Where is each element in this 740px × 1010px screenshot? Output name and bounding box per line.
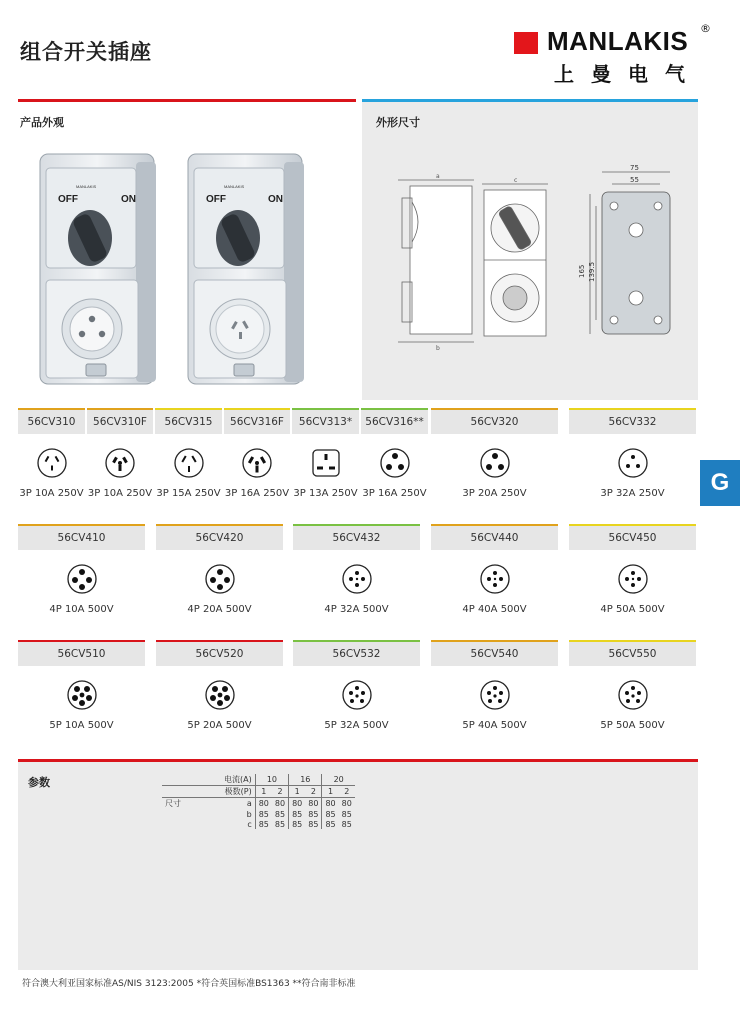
model-number: 56CV540 <box>431 640 558 666</box>
model-cell-56CV420 <box>156 524 283 628</box>
svg-text:c: c <box>514 177 518 184</box>
pole-value: 1 <box>289 786 306 798</box>
model-number: 56CV332 <box>569 408 696 434</box>
brand-name-en: MANLAKIS <box>547 26 689 56</box>
page-title: 组合开关插座 <box>20 40 152 64</box>
switch-socket-unit-left <box>40 154 156 384</box>
model-number: 56CV320 <box>431 408 558 434</box>
table-cell: 80 <box>255 798 272 810</box>
table-cell: 85 <box>322 809 339 819</box>
table-cell: 85 <box>274 819 286 829</box>
model-cell-56CV316** <box>361 408 428 512</box>
svg-text:MANLAKIS: MANLAKIS <box>224 184 245 189</box>
table-cell: 80 <box>289 798 306 810</box>
svg-text:b: b <box>436 345 440 352</box>
pole-value: 1 <box>255 786 272 798</box>
rating-spec: 3P 16A 250V <box>362 488 427 499</box>
svg-text:139.5: 139.5 <box>588 261 596 282</box>
current-label: 电流(A) <box>221 774 255 786</box>
svg-text:75: 75 <box>630 164 639 172</box>
rating-spec: 5P 32A 500V <box>324 720 389 731</box>
dimensions-label: 外形尺寸 <box>376 116 420 129</box>
rating-spec: 4P 40A 500V <box>462 604 527 615</box>
dim-label: b <box>246 809 252 819</box>
svg-text:165: 165 <box>578 264 586 278</box>
model-number: 56CV420 <box>156 524 283 550</box>
socket-pin-layout-icon <box>65 678 99 716</box>
model-cell-56CV320 <box>431 408 558 512</box>
model-cell-56CV315 <box>155 408 222 512</box>
rating-spec: 3P 20A 250V <box>462 488 527 499</box>
model-number: 56CV520 <box>156 640 283 666</box>
socket-pin-layout-icon <box>616 446 650 484</box>
model-number: 56CV550 <box>569 640 696 666</box>
rating-spec: 3P 16A 250V <box>224 488 290 499</box>
model-cell-56CV520 <box>156 640 283 744</box>
model-number: 56CV315 <box>155 408 222 434</box>
dimension-drawing-panel <box>362 102 698 400</box>
current-value: 10 <box>255 774 288 786</box>
svg-text:MANLAKIS: MANLAKIS <box>76 184 97 189</box>
table-row <box>162 786 355 798</box>
socket-pin-layout-icon <box>616 678 650 716</box>
svg-text:ON: ON <box>268 194 283 205</box>
svg-text:OFF: OFF <box>58 194 78 205</box>
model-cell-56CV550 <box>569 640 696 744</box>
model-cell-56CV310 <box>18 408 85 512</box>
table-row <box>162 819 355 829</box>
rating-spec: 5P 40A 500V <box>462 720 527 731</box>
table-cell: 85 <box>308 809 319 819</box>
model-number: 56CV410 <box>18 524 145 550</box>
model-number: 56CV450 <box>569 524 696 550</box>
model-cell-56CV450 <box>569 524 696 628</box>
parameters-panel <box>18 762 698 970</box>
section-tab-g[interactable]: G <box>700 460 740 506</box>
table-cell: 85 <box>274 809 286 819</box>
model-number: 56CV310 <box>18 408 85 434</box>
size-label: 尺寸 <box>165 799 181 808</box>
pole-value: 2 <box>272 786 289 798</box>
socket-pin-layout-icon <box>103 446 137 484</box>
socket-pin-layout-icon <box>340 678 374 716</box>
table-cell: 85 <box>255 809 272 819</box>
socket-pin-layout-icon <box>240 446 274 484</box>
poles-label: 极数(P) <box>221 786 255 798</box>
rating-spec: 4P 10A 500V <box>49 604 114 615</box>
model-cell-56CV332 <box>569 408 696 512</box>
socket-pin-layout-icon <box>65 562 99 600</box>
table-row <box>162 798 355 810</box>
brand-name-cn: 上曼电气 <box>554 62 702 86</box>
rating-spec: 4P 50A 500V <box>600 604 665 615</box>
socket-pin-layout-icon <box>340 562 374 600</box>
pole-value: 2 <box>305 786 322 798</box>
socket-pin-layout-icon <box>616 562 650 600</box>
model-number: 56CV310F <box>87 408 153 434</box>
table-cell: 80 <box>341 799 352 808</box>
socket-pin-layout-icon <box>203 678 237 716</box>
model-number: 56CV510 <box>18 640 145 666</box>
pole-value: 1 <box>322 786 339 798</box>
table-cell: 80 <box>274 799 286 808</box>
rating-spec: 5P 20A 500V <box>187 720 252 731</box>
dim-label: a <box>246 799 252 808</box>
rating-spec: 5P 10A 500V <box>49 720 114 731</box>
table-cell: 85 <box>289 809 306 819</box>
logo-red-square <box>514 32 538 54</box>
rating-spec: 3P 32A 250V <box>600 488 665 499</box>
product-photo <box>18 102 356 400</box>
model-cell-56CV540 <box>431 640 558 744</box>
table-cell: 85 <box>341 809 352 819</box>
current-value: 16 <box>289 774 322 786</box>
product-photo-panel <box>18 102 356 400</box>
socket-pin-layout-icon <box>309 446 343 484</box>
rating-spec: 3P 10A 250V <box>19 488 84 499</box>
table-cell: 85 <box>289 819 306 829</box>
brand-logo <box>514 22 714 84</box>
model-cell-56CV440 <box>431 524 558 628</box>
svg-text:a: a <box>436 173 440 180</box>
model-number: 56CV440 <box>431 524 558 550</box>
socket-pin-layout-icon <box>35 446 69 484</box>
table-cell: 85 <box>308 819 319 829</box>
model-cell-56CV316F <box>224 408 290 512</box>
model-cell-56CV432 <box>293 524 420 628</box>
socket-pin-layout-icon <box>478 446 512 484</box>
rating-spec: 3P 13A 250V <box>293 488 358 499</box>
model-cell-56CV510 <box>18 640 145 744</box>
model-cell-56CV532 <box>293 640 420 744</box>
model-cell-56CV410 <box>18 524 145 628</box>
registered-mark: ® <box>700 22 711 35</box>
model-cell-56CV310F <box>87 408 153 512</box>
table-cell: 80 <box>322 798 339 810</box>
parameters-table <box>162 774 355 829</box>
model-number: 56CV316F <box>224 408 290 434</box>
socket-pin-layout-icon <box>203 562 237 600</box>
model-number: 56CV316** <box>361 408 428 434</box>
socket-pin-layout-icon <box>378 446 412 484</box>
table-cell: 80 <box>308 799 319 808</box>
model-number: 56CV532 <box>293 640 420 666</box>
model-number: 56CV432 <box>293 524 420 550</box>
standards-footnote: 符合澳大利亚国家标准AS/NIS 3123:2005 *符合英国标准BS1363 **符合南非标准 <box>22 979 356 989</box>
svg-text:OFF: OFF <box>206 194 226 205</box>
switch-socket-unit-right <box>188 154 304 384</box>
socket-pin-layout-icon <box>172 446 206 484</box>
table-cell: 85 <box>341 819 352 829</box>
current-value: 20 <box>322 774 355 786</box>
socket-pin-layout-icon <box>478 678 512 716</box>
rating-spec: 3P 15A 250V <box>156 488 221 499</box>
table-cell: 85 <box>255 819 272 829</box>
table-row <box>162 774 355 786</box>
table-row <box>162 809 355 819</box>
rating-spec: 4P 32A 500V <box>324 604 389 615</box>
model-number: 56CV313* <box>292 408 359 434</box>
parameters-label: 参数 <box>28 776 50 789</box>
svg-text:ON: ON <box>121 194 136 205</box>
socket-pin-layout-icon <box>478 562 512 600</box>
appearance-label: 产品外观 <box>20 116 64 129</box>
dim-label: c <box>247 819 252 829</box>
dimension-drawing <box>362 102 698 400</box>
rating-spec: 3P 10A 250V <box>87 488 153 499</box>
table-cell: 85 <box>322 819 339 829</box>
rating-spec: 4P 20A 500V <box>187 604 252 615</box>
model-cell-56CV313* <box>292 408 359 512</box>
rating-spec: 5P 50A 500V <box>600 720 665 731</box>
pole-value: 2 <box>339 786 355 798</box>
svg-text:55: 55 <box>630 176 639 184</box>
